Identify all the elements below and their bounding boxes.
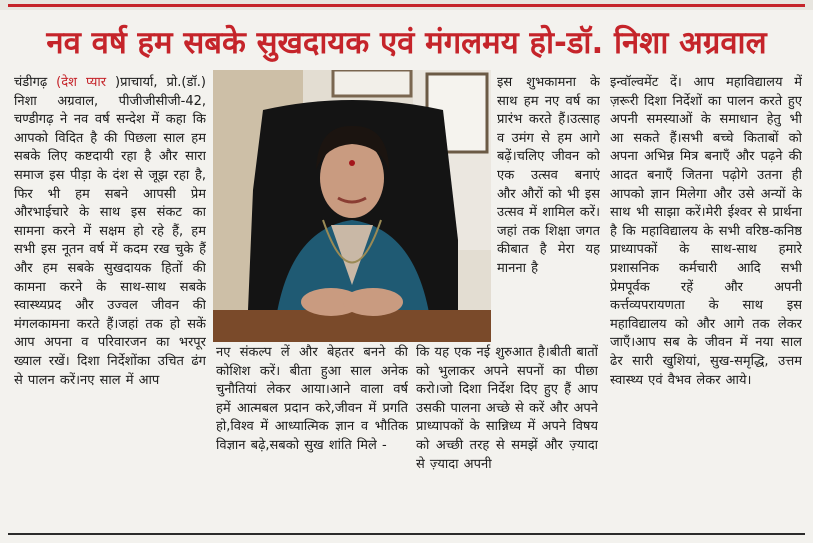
article-column-3-top: इस शुभकामना के साथ हम नए वर्ष का प्रारंभ करते हैं।उत्साह व उमंग से हम आगे बढ़ें।चलिए जीवन को एक उत्सव बनाएं और औरों को भी इस उत्सव में शामिल करें। जहां तक शिक्षा जगत कीबात है मेरा यह मानना है [497,75,600,276]
top-rule [0,0,813,10]
column-1-text: )प्राचार्या, प्रो.(डॉ.) निशा अग्रवाल, पीजीजीसीजी-42, चण्डीगढ़ ने नव वर्ष सन्देश में कहा कि आपको विदित है की पिछला साल हम सबके लिए कष्टदायी रहा है और सारा समाज इस पीड़ा के दंश से जूझ रहा है, फिर भी हम सबने आपसी प्रेम औरभाईचारे के साथ इस संकट का सामना करने में सक्षम हो रहे हैं, हम सभी इस नूतन वर्ष में कदम रख चुके हैं और हम सबके सुखदायक हितों की कामना करने के साथ-साथ सबके स्वास्थ्यप्रद और उज्वल जीवन की मंगलकामना करते हैं।जहां तक हो सकें आप अपना व परिवारजन का भरपूर ख्याल रखें। दिशा निर्देशोंका उचित ढंग से पालन करें।नए साल में आप [14,75,206,388]
article-column-4: इन्वॉल्वमेंट दें। आप महाविद्यालय में ज़रूरी दिशा निर्देशों का पालन करते हुए अपनी समस्याओं के समाधान हेतु भी आ सकते हैं।सभी बच्चे किताबों को अपना अभिन्न मित्र बनाएँ और पढ़ने की आदत बनाएँ जितना पढ़ोगे उतना ही आपको ज्ञान मिलेगा और उसे अन्यों के साथ भी साझा करें।मेरी ईश्वर से प्रार्थना है कि महाविद्यालय के सभी वरिष्ठ-कनिष्ठ प्राध्यापकों के साथ-साथ हमारे प्रशासनिक कर्मचारी आदि सभी प्रेमपूर्वक रहें और अपनी कर्त्तव्यपरायणता के साथ इस महाविद्यालय को और आगे तक लेकर जाएँ।आप सब के जीवन में नया साल ढेर सारी खुशियां, सुख-समृद्धि, उत्तम स्वास्थ्य एवं वैभव लेकर आये। [610,75,802,388]
article-column-1 [14,74,206,526]
dateline-city: चंडीगढ़ [14,75,48,90]
portrait-illustration [213,70,491,342]
top-red-bar [8,4,805,7]
article-column-3: कि यह एक नई शुरुआत है।बीती बातों को भुलाकर अपने सपनों का पीछा करो।जो दिशा निर्देश दिए हुए हैं आप उसकी पालना अच्छे से करें और अपने प्राध्यापकों के सान्निध्य में अपने विषय को अच्छी तरह से समझें और ज़्यादा से ज़्यादा अपनी [416,345,598,472]
principal-photo [213,70,491,342]
headline: नव वर्ष हम सबके सुखदायक एवं मंगलमय हो-डॉ. निशा अग्रवाल [46,25,767,61]
article-column-2: नए संकल्प लें और बेहतर बनने की कोशिश करें। बीता हुआ साल अनेक चुनौतियां लेकर आया।आने वाला वर्ष हमें आत्मबल प्रदान करे,जीवन में प्रगति हो,विश्व में आध्यात्मिक ज्ञान व भौतिक विज्ञान बढ़े,सबको सुख शांति मिले - [216,345,408,453]
dateline-source: (देश प्यार [56,75,107,90]
bottom-rule [8,533,805,535]
